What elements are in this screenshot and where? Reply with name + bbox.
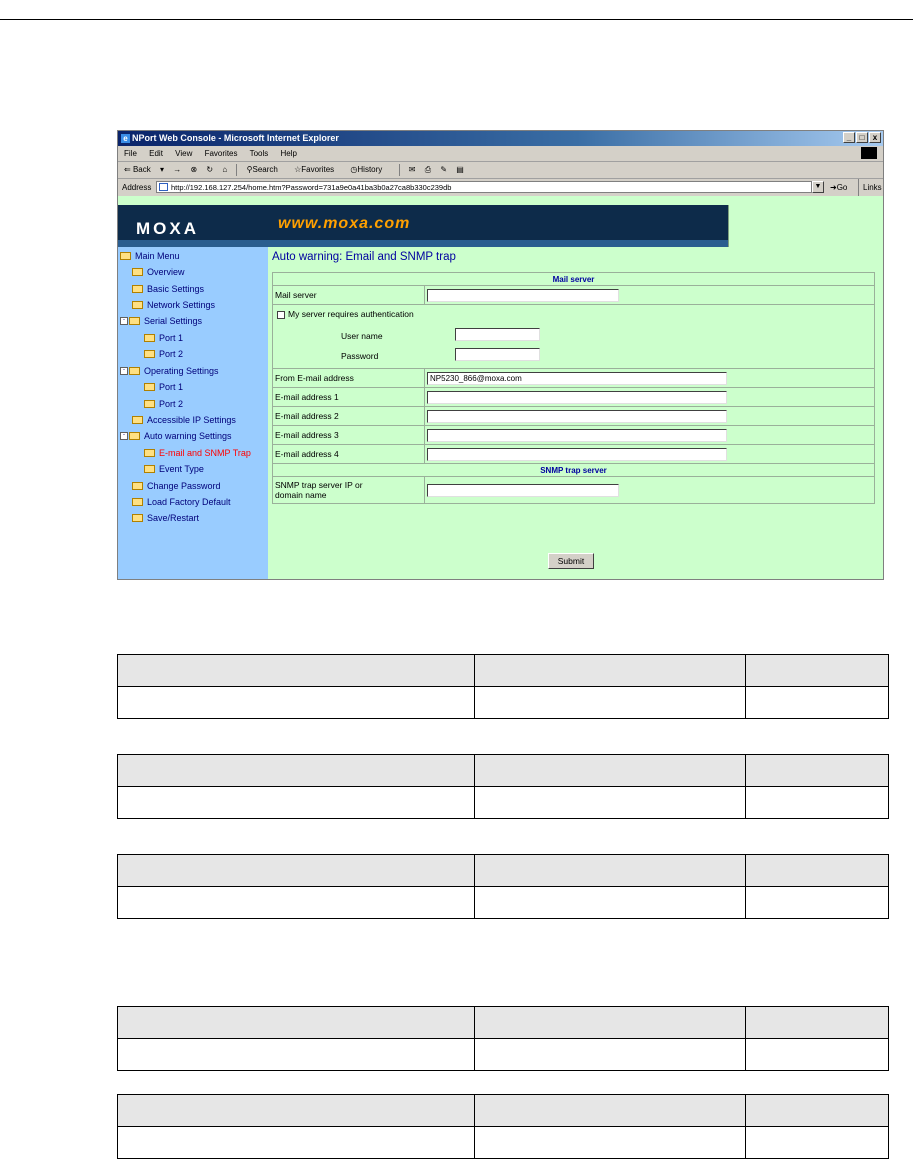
snmp-header: SNMP trap server — [273, 464, 875, 477]
moxa-site-link[interactable]: www.moxa.com — [278, 215, 411, 232]
table-header-cell — [118, 855, 475, 887]
menu-edit[interactable]: Edit — [149, 149, 163, 158]
mail-server-label: Mail server — [273, 286, 425, 305]
back-label: Back — [132, 165, 151, 174]
table-cell — [118, 887, 475, 919]
window-controls — [843, 132, 881, 143]
folder-icon — [132, 498, 143, 506]
email-1-cell — [425, 388, 875, 407]
folder-icon — [144, 350, 155, 358]
email-1-input[interactable] — [427, 391, 727, 404]
from-email-label: From E-mail address — [273, 369, 425, 388]
email-2-cell — [425, 407, 875, 426]
table-cell — [746, 787, 889, 819]
print-icon[interactable]: ⎙ — [424, 165, 432, 174]
banner-strip — [118, 240, 728, 247]
page-header-rule — [0, 19, 913, 20]
history-button[interactable]: ◷History — [350, 165, 383, 174]
moxa-logo: MOXA — [136, 219, 199, 238]
moxa-banner — [118, 205, 728, 247]
folder-icon — [144, 334, 155, 342]
address-label: Address — [122, 183, 152, 192]
sidebar-item-label: Basic Settings — [147, 284, 205, 294]
menu-view[interactable]: View — [175, 149, 193, 158]
doc-table-2 — [117, 754, 889, 819]
sidebar-item-label: Serial Settings — [144, 316, 203, 326]
email-4-cell — [425, 445, 875, 464]
folder-icon — [132, 416, 143, 424]
sidebar-item-label: Network Settings — [147, 300, 216, 310]
email-3-cell — [425, 426, 875, 445]
folder-icon — [144, 400, 155, 408]
toolbar-separator — [236, 164, 237, 176]
table-cell — [475, 687, 746, 719]
folder-open-icon — [129, 432, 140, 440]
snmp-label-line-1: SNMP trap server IP or — [275, 480, 363, 490]
folder-icon — [144, 449, 155, 457]
doc-table-5 — [117, 1094, 889, 1159]
table-cell — [118, 1039, 475, 1071]
favorites-button[interactable]: ☆Favorites — [294, 165, 335, 174]
snmp-label — [273, 477, 425, 504]
url-text: http://192.168.127.254/home.htm?Password=731a9e0a41ba3b0a27ca8b330c239db — [171, 183, 452, 192]
refresh-icon[interactable]: ↻ — [206, 165, 214, 174]
address-dropdown-icon[interactable]: ▼ — [812, 181, 824, 193]
snmp-label-line-2: domain name — [275, 490, 327, 500]
sidebar-item-event-type[interactable] — [144, 463, 204, 475]
collapse-icon[interactable]: - — [120, 317, 128, 325]
auth-cell — [273, 305, 875, 369]
collapse-icon[interactable]: - — [120, 432, 128, 440]
doc-table-4 — [117, 1006, 889, 1071]
mail-server-input[interactable] — [427, 289, 619, 302]
folder-icon — [132, 268, 143, 276]
sidebar-item-save-restart[interactable] — [132, 512, 199, 524]
sidebar-item-serial-port-1[interactable] — [144, 332, 183, 344]
sidebar-item-change-password[interactable] — [132, 480, 221, 492]
sidebar-item-email-snmp-trap[interactable] — [144, 447, 251, 459]
sidebar-item-accessible-ip[interactable] — [132, 414, 236, 426]
table-cell — [475, 887, 746, 919]
folder-open-icon — [120, 252, 131, 260]
search-label: Search — [252, 165, 278, 174]
minimize-button[interactable]: _ — [843, 132, 855, 143]
sidebar-item-label: Port 1 — [159, 333, 184, 343]
sidebar-item-main-menu[interactable] — [120, 250, 180, 262]
table-header-cell — [118, 655, 475, 687]
password-input[interactable] — [455, 348, 540, 361]
address-bar — [118, 179, 883, 197]
sidebar-item-label: Accessible IP Settings — [147, 415, 236, 425]
sidebar-item-label: Auto warning Settings — [144, 431, 232, 441]
sidebar-item-operating-port-1[interactable] — [144, 381, 183, 393]
submit-button[interactable]: Submit — [548, 553, 594, 569]
table-cell — [746, 1039, 889, 1071]
doc-table-1 — [117, 654, 889, 719]
mail-server-cell — [425, 286, 875, 305]
banner-tail — [728, 205, 884, 247]
user-name-input[interactable] — [455, 328, 540, 341]
sidebar-item-load-factory-default[interactable] — [132, 496, 231, 508]
sidebar-item-label: Save/Restart — [147, 513, 200, 523]
auth-checkbox-row[interactable] — [277, 309, 414, 319]
page-title: Auto warning: Email and SNMP trap — [272, 251, 456, 263]
sidebar-item-label: Port 2 — [159, 349, 184, 359]
search-button[interactable]: ⚲Search — [246, 165, 278, 174]
snmp-server-input[interactable] — [427, 484, 619, 497]
sidebar-item-serial-port-2[interactable] — [144, 348, 183, 360]
password-label: Password — [341, 351, 379, 361]
edit-icon[interactable]: ✎ — [440, 165, 448, 174]
email-3-label: E-mail address 3 — [273, 426, 425, 445]
auth-label: My server requires authentication — [288, 309, 414, 319]
doc-table-3 — [117, 854, 889, 919]
folder-icon — [132, 514, 143, 522]
table-cell — [475, 787, 746, 819]
table-header-cell — [475, 1007, 746, 1039]
toolbar-separator — [399, 164, 400, 176]
title-bar[interactable] — [118, 131, 883, 146]
sidebar-item-network-settings[interactable] — [132, 299, 215, 311]
url-input[interactable] — [156, 181, 812, 193]
table-header-cell — [475, 755, 746, 787]
sidebar-item-label: Overview — [147, 267, 185, 277]
window-title: NPort Web Console - Microsoft Internet Explorer — [132, 133, 339, 143]
links-button[interactable]: Links — [858, 179, 883, 213]
table-cell — [746, 887, 889, 919]
toolbar — [118, 162, 883, 179]
table-header-cell — [746, 1007, 889, 1039]
sidebar-item-label: Main Menu — [135, 251, 180, 261]
email-4-input[interactable] — [427, 448, 727, 461]
menu-help[interactable]: Help — [280, 149, 297, 158]
sidebar-item-operating-port-2[interactable] — [144, 398, 183, 410]
from-email-cell — [425, 369, 875, 388]
folder-icon — [144, 383, 155, 391]
sidebar-item-operating-settings[interactable] — [120, 365, 219, 377]
table-header-cell — [746, 755, 889, 787]
sidebar-item-basic-settings[interactable] — [132, 283, 204, 295]
table-header-cell — [118, 1095, 475, 1127]
table-cell — [118, 687, 475, 719]
table-header-cell — [475, 855, 746, 887]
sidebar-menu — [118, 247, 268, 580]
page-viewport — [118, 196, 883, 580]
email-2-label: E-mail address 2 — [273, 407, 425, 426]
folder-icon — [132, 285, 143, 293]
back-button[interactable]: ⇐ Back ▾ — [124, 165, 164, 174]
table-header-cell — [118, 1007, 475, 1039]
email-4-label: E-mail address 4 — [273, 445, 425, 464]
email-1-label: E-mail address 1 — [273, 388, 425, 407]
sidebar-item-overview[interactable] — [132, 266, 185, 278]
sidebar-item-label: Event Type — [159, 464, 204, 474]
sidebar-item-label: Port 2 — [159, 399, 184, 409]
history-label: History — [357, 165, 383, 174]
sidebar-item-label: E-mail and SNMP Trap — [159, 448, 251, 458]
forward-button[interactable]: → — [173, 165, 182, 174]
auth-checkbox[interactable] — [277, 311, 285, 319]
sidebar-item-auto-warning[interactable] — [120, 430, 232, 442]
folder-icon — [132, 301, 143, 309]
ie-icon: e — [121, 134, 130, 143]
table-cell — [475, 1039, 746, 1071]
sidebar-item-label: Change Password — [147, 481, 221, 491]
menu-favorites[interactable]: Favorites — [204, 149, 238, 158]
sidebar-item-serial-settings[interactable] — [120, 315, 202, 327]
page-icon — [159, 183, 168, 191]
table-header-cell — [475, 1095, 746, 1127]
sidebar-item-label: Port 1 — [159, 382, 184, 392]
folder-open-icon — [129, 317, 140, 325]
user-name-label: User name — [341, 331, 383, 341]
sidebar-item-label: Load Factory Default — [147, 497, 231, 507]
main-content — [268, 247, 883, 580]
table-header-cell — [475, 655, 746, 687]
collapse-icon[interactable]: - — [120, 367, 128, 375]
table-header-cell — [746, 655, 889, 687]
folder-icon — [144, 465, 155, 473]
table-cell — [746, 687, 889, 719]
browser-window — [117, 130, 884, 580]
menu-file[interactable]: File — [124, 149, 137, 158]
from-email-input[interactable]: NP5230_866@moxa.com — [427, 372, 727, 385]
favorites-label: Favorites — [301, 165, 335, 174]
go-label: Go — [836, 183, 848, 192]
close-button[interactable]: x — [869, 132, 881, 143]
home-icon[interactable]: ⌂ — [222, 165, 228, 174]
menu-tools[interactable]: Tools — [249, 149, 269, 158]
table-cell — [118, 787, 475, 819]
sidebar-item-label: Operating Settings — [144, 366, 219, 376]
snmp-cell — [425, 477, 875, 504]
table-header-cell — [746, 1095, 889, 1127]
email-2-input[interactable] — [427, 410, 727, 423]
windows-logo-icon — [861, 147, 877, 159]
settings-form — [272, 272, 875, 504]
discuss-icon[interactable]: ▤ — [456, 165, 464, 174]
mail-icon[interactable]: ✉ — [408, 165, 416, 174]
table-header-cell — [118, 755, 475, 787]
table-header-cell — [746, 855, 889, 887]
maximize-button[interactable]: □ — [856, 132, 868, 143]
mail-server-header: Mail server — [273, 273, 875, 286]
stop-icon[interactable]: ⊗ — [190, 165, 198, 174]
menu-bar — [118, 146, 883, 162]
email-3-input[interactable] — [427, 429, 727, 442]
folder-icon — [132, 482, 143, 490]
go-button[interactable]: ➜Go — [830, 183, 848, 192]
folder-open-icon — [129, 367, 140, 375]
